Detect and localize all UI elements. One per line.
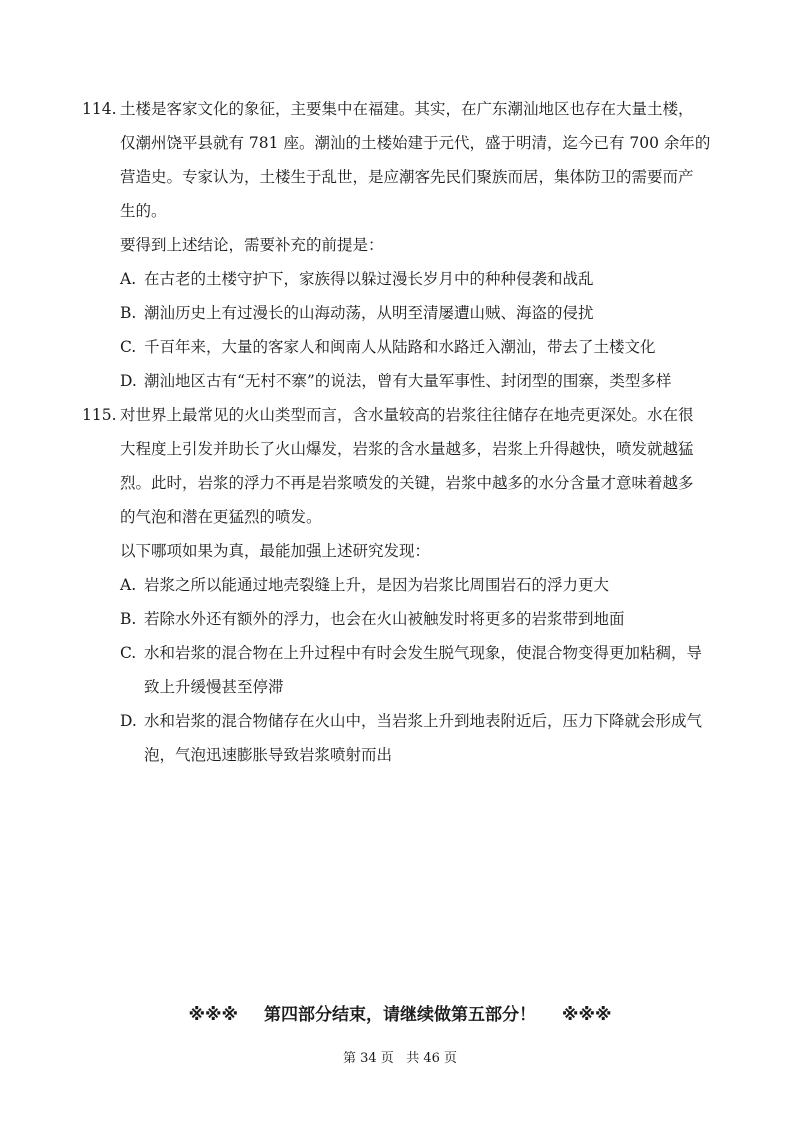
option-text: 千百年来，大量的客家人和闽南人从陆路和水路迁入潮汕，带去了土楼文化 [144, 338, 656, 356]
question-115 [82, 398, 732, 772]
question-stem-line: 土楼是客家文化的象征，主要集中在福建。其实，在广东潮汕地区也存在大量土楼， [120, 100, 694, 118]
question-prompt: 要得到上述结论，需要补充的前提是： [120, 236, 384, 254]
option-d [82, 364, 732, 398]
question-stem-line: 生的。 [120, 202, 167, 220]
option-label: A. [120, 270, 137, 288]
option-label: A. [120, 576, 137, 594]
question-number: 114. [82, 100, 117, 118]
option-text-continued: 致上升缓慢甚至停滞 [144, 678, 284, 696]
question-stem-line: 大程度上引发并助长了火山爆发，岩浆的含水量越多，岩浆上升得越快，喷发就越猛 [120, 440, 694, 458]
section-end-text: 第四部分结束，请继续做第五部分！ [264, 1005, 536, 1025]
option-text: 潮汕历史上有过漫长的山海动荡，从明至清屡遭山贼、海盗的侵扰 [144, 304, 594, 322]
decorative-marks-right: ※※※ [561, 1005, 612, 1025]
question-stem-line: 仅潮州饶平县就有 781 座。潮汕的土楼始建于元代，盛于明清，迄今已有 700 余年的 [120, 134, 711, 152]
option-d [82, 704, 732, 738]
question-prompt: 以下哪项如果为真，最能加强上述研究发现： [120, 542, 431, 560]
question-number: 115. [82, 406, 117, 424]
option-label: B. [120, 304, 137, 322]
option-b [82, 602, 732, 636]
option-label: C. [120, 644, 137, 662]
option-text: 潮汕地区古有“无村不寨”的说法，曾有大量军事性、封闭型的围寨，类型多样 [144, 372, 672, 390]
question-stem-line: 烈。此时，岩浆的浮力不再是岩浆喷发的关键，岩浆中越多的水分含量才意味着越多 [120, 474, 694, 492]
option-label: D. [120, 712, 137, 730]
question-stem-line: 的气泡和潜在更猛烈的喷发。 [120, 508, 322, 526]
option-text: 水和岩浆的混合物储存在火山中，当岩浆上升到地表附近后，压力下降就会形成气 [144, 712, 703, 730]
option-text: 水和岩浆的混合物在上升过程中有时会发生脱气现象，使混合物变得更加粘稠，导 [144, 644, 703, 662]
question-114 [82, 92, 732, 398]
option-label: C. [120, 338, 137, 356]
option-text: 岩浆之所以能通过地壳裂缝上升，是因为岩浆比周围岩石的浮力更大 [144, 576, 610, 594]
option-a [82, 262, 732, 296]
section-end-banner [0, 1000, 800, 1025]
decorative-marks-left: ※※※ [188, 1005, 239, 1025]
option-text: 若除水外还有额外的浮力，也会在火山被触发时将更多的岩浆带到地面 [144, 610, 625, 628]
option-b [82, 296, 732, 330]
option-text-continued: 泡，气泡迅速膨胀导致岩浆喷射而出 [144, 746, 393, 764]
page-footer: 第 34 页 共 46 页 [342, 1051, 457, 1066]
option-c [82, 636, 732, 670]
option-label: B. [120, 610, 137, 628]
option-label: D. [120, 372, 137, 390]
question-stem-line: 对世界上最常见的火山类型而言，含水量较高的岩浆往往储存在地壳更深处。水在很 [120, 406, 694, 424]
option-a [82, 568, 732, 602]
option-c [82, 330, 732, 364]
question-stem-line: 营造史。专家认为，土楼生于乱世，是应潮客先民们聚族而居，集体防卫的需要而产 [120, 168, 694, 186]
option-text: 在古老的土楼守护下，家族得以躲过漫长岁月中的种种侵袭和战乱 [144, 270, 594, 288]
